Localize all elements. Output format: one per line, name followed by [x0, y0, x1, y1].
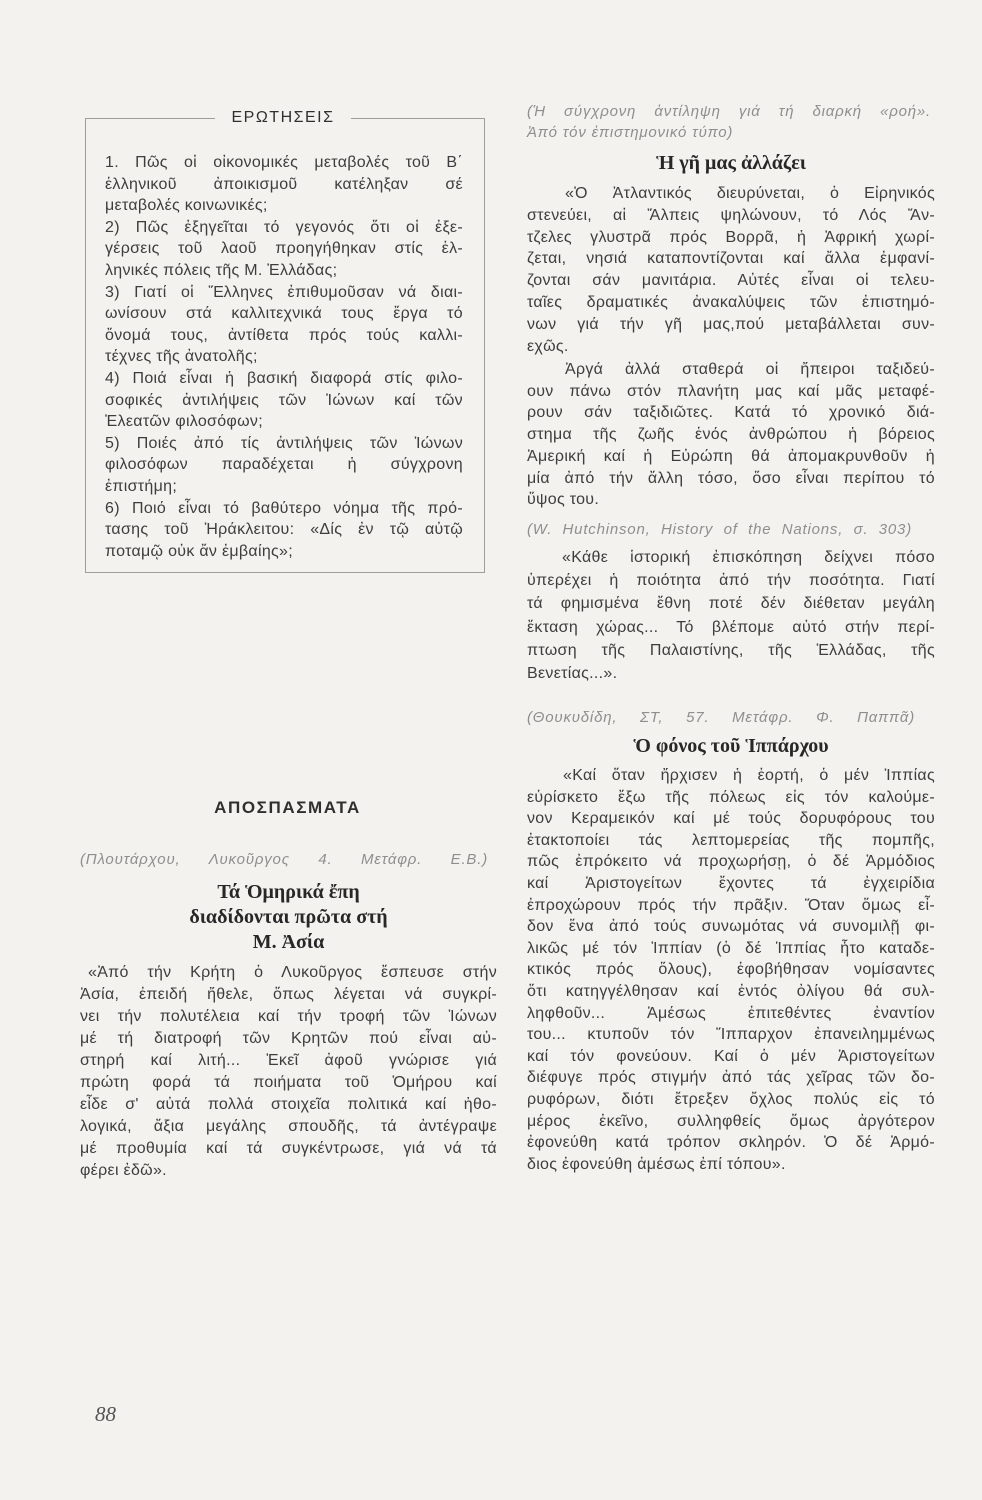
questions-heading: ΕΡΩΤΗΣΕΙΣ [215, 108, 351, 128]
text-line: ἐπροχώρουν πρός τήν πρᾶξιν. Ὅταν ὅμως εἶ- [527, 896, 935, 914]
text-line: εὑρίσκετο ἔξω τῆς πόλεως εἰς τόν καλούμε- [527, 788, 935, 806]
text-line: κτικός πρός ὅλους), ἐφοβήθησαν νομίσαντες [527, 961, 935, 979]
text-line: «Καί ὅταν ἤρχισεν ἡ ἑορτή, ὁ μέν Ἱππίας [563, 767, 935, 784]
page-number: 88 [95, 1402, 116, 1426]
hipparchus-source-citation: (Θουκυδίδη, ΣΤ, 57. Μετάφρ. Φ. Παππᾶ) [527, 709, 915, 726]
text-line: ζονται σάν μανιτάρια. Αὐτές εἶναι οἱ τελευ- [527, 272, 935, 290]
lycurgus-paragraph [80, 962, 497, 1182]
question-line: 5) Ποιές ἀπό τίς ἀντιλήψεις τῶν Ἰώνων [105, 434, 463, 452]
title-line: διαδίδονται πρῶτα στή [189, 906, 388, 928]
text-line: ταῖες δραματικές ἀνακαλύψεις τῶν ἐπιστημό- [527, 293, 935, 311]
questions-list [105, 152, 463, 562]
text-line: ἔκταση χώρας... Τό βλέπομε αὐτό στήν περί- [527, 618, 935, 636]
question-line: σοφικές ἀντιλήψεις τῶν Ἰώνων καί τῶν [105, 391, 463, 409]
text-line: στενεύει, αἱ Ἄλπεις ψηλώνουν, τό Λός Ἄν- [527, 206, 935, 224]
text-line: νον Κεραμεικόν καί μέ τούς δορυφόρους του [527, 810, 935, 828]
question-line: 4) Ποιά εἶναι ἡ βασική διαφορά στίς φιλο- [105, 369, 463, 387]
question-line: ὄνομά τους, ἀντίθετα πρός τούς καλλι- [105, 326, 463, 344]
hipparchus-paragraph [527, 765, 935, 1175]
citation-line: Ἀπό τόν ἐπιστημονικό τύπο) [527, 124, 734, 141]
question-line: ἑλληνικοῦ ἀποικισμοῦ κατέληξαν σέ [105, 175, 463, 193]
question-line: τέχνες τῆς ἀνατολῆς; [105, 348, 258, 366]
question-line: 6) Ποιό εἶναι τό βαθύτερο νόημα τῆς πρό- [105, 499, 463, 517]
question-line: 1. Πῶς οἱ οἰκονομικές μεταβολές τοῦ Β΄ [105, 154, 463, 171]
question-line: ληνικές πόλεις τῆς Μ. Ἑλλάδας; [105, 261, 338, 279]
text-line: στηρή καί λιτή... Ἐκεῖ ἀφοῦ γνώρισε γιά [80, 1052, 497, 1069]
question-line: ποταμῷ οὐκ ἄν ἐμβαίης»; [105, 542, 293, 560]
hutchinson-source-citation: (W. Hutchinson, History of the Nations, σ. 303) [527, 521, 912, 538]
earth-source-citation [527, 101, 931, 143]
question-line: μεταβολές κοινωνικές; [105, 197, 268, 215]
text-line: διος ἐφονεύθη ἀμέσως ἐπί τόπου». [527, 1155, 786, 1173]
text-line: ουν πάνω στόν πλανήτη μας καί μᾶς μεταφέ- [527, 382, 935, 400]
hipparchus-title: Ὁ φόνος τοῦ Ἱππάρχου [633, 735, 829, 757]
text-line: του... κτυποῦν τόν Ἵππαρχον ἐπανειλημμένως [527, 1026, 935, 1044]
text-line: ὅτι κατηγγέλθησαν καί ἐντός ὀλίγου θά συλ- [527, 982, 935, 1000]
text-line: λικῶς μέ τόν Ἱππίαν (ὁ δέ Ἱππίας ἦτο καταδε- [527, 939, 935, 957]
text-line: στημα τῆς ζωῆς ἑνός ἀνθρώπου ἡ βόρειος [527, 426, 935, 444]
text-line: δον ἕνα ἀπό τούς συνωμότας νά συνομιλῇ φι- [527, 918, 935, 936]
earth-paragraph-1 [527, 183, 935, 357]
text-line: εἶδε σ' αὐτά πολλά στοιχεῖα πολιτικά καί ἠθο- [80, 1096, 497, 1113]
question-item [105, 433, 463, 498]
text-line: ἐφονεύθη κατά τρόπον σκληρόν. Ὁ δέ Ἁρμό- [527, 1134, 935, 1152]
citation-line: (Ἡ σύγχρονη ἀντίληψη γιά τή διαρκή «ροή». [527, 103, 931, 120]
text-line: ὑπερέχει ἡ ποιότητα ἀπό τήν ποσότητα. Γιατί [527, 572, 935, 590]
question-item [105, 152, 463, 217]
text-line: νει τήν πολυτέλεια καί τήν τροφή τῶν Ἰώνων [80, 1008, 497, 1025]
question-line: 3) Γιατί οἱ Ἕλληνες ἐπιθυμοῦσαν νά διαι- [105, 283, 463, 301]
lycurgus-title [80, 880, 497, 955]
text-line: μέρος ἐκεῖνο, συλληφθείς ὅμως ἀργότερον [527, 1112, 935, 1130]
earth-title: Ἡ γῆ μας ἀλλάζει [656, 152, 806, 174]
earth-paragraph-2 [527, 359, 935, 511]
text-line: «Κάθε ἱστορική ἐπισκόπηση δείχνει πόσο [562, 549, 935, 566]
text-line: ρυφόρων, διότι ἔτρεξεν ὄχλος πολύς εἰς τό [527, 1090, 935, 1108]
text-line: καί τόν φονεύουν. Καί ὁ μέν Ἀριστογείτων [527, 1047, 935, 1065]
text-line: ρουν σάν ταξιδιῶτες. Κατά τό χρονικό διά- [527, 404, 935, 422]
question-line: γέρσεις τοῦ λαοῦ προηγήθηκαν στίς ἑλ- [105, 240, 463, 258]
question-line: 2) Πῶς ἐξηγεῖται τό γεγονός ὅτι οἱ ἐξε- [105, 218, 463, 236]
text-line: πτωση τῆς Παλαιστίνης, τῆς Ἑλλάδας, τῆς [527, 641, 935, 659]
title-line: Τά Ὁμηρικά ἔπη [217, 881, 360, 903]
question-line: ωνίσουν στά καλλιτεχνικά τους ἔργα τό [105, 305, 463, 323]
hutchinson-paragraph [527, 546, 935, 685]
text-line: Ἀργά ἀλλά σταθερά οἱ ἤπειροι ταξιδεύ- [565, 361, 935, 378]
question-line: Ἐλεατῶν φιλοσόφων; [105, 413, 263, 431]
question-line: ἐπιστήμη; [105, 477, 178, 495]
text-line: πῶς ἐπρόκειτο νά προχωρήσῃ, ὁ δέ Ἁρμόδιος [527, 853, 935, 871]
question-item [105, 282, 463, 368]
text-line: τά φημισμένα ἔθνη ποτέ δέν διέθεταν μεγάλη [527, 595, 935, 613]
text-line: διέφυγε πρός στιγμήν ἀπό τάς χεῖρας τῶν δο- [527, 1069, 935, 1087]
text-line: μέ προθυμία καί τά συγκέντρωσε, γιά νά τά [80, 1140, 497, 1157]
text-line: Ἀσία, ἐπειδή ἤθελε, ὅπως λέγεται νά συγκρί- [80, 986, 497, 1003]
text-line: «Ὁ Ἀτλαντικός διευρύνεται, ὁ Εἰρηνικός [565, 185, 935, 202]
text-line: νων γιά τήν γῆ μας,πού μεταβάλλεται συν- [527, 315, 935, 333]
text-line: ὕψος του. [527, 491, 600, 509]
excerpts-heading: ΑΠΟΣΠΑΣΜΑΤΑ [214, 798, 361, 817]
question-line: φιλοσόφων παραδέχεται ἡ σύγχρονη [105, 456, 463, 474]
title-line: Μ. Ἀσία [252, 931, 325, 953]
question-item [105, 498, 463, 563]
question-item [105, 217, 463, 282]
text-line: ἐτακτοποίει τάς λεπτομερείας τῆς πομπῆς, [527, 831, 935, 849]
text-line: φέρει ἐδῶ». [80, 1162, 167, 1179]
text-line: πρώτη φορά τά ποιήματα τοῦ Ὁμήρου καί [80, 1074, 497, 1091]
text-line: μία ἀπό τήν ἄλλη τόσο, ὅσο εἶναι περίπου τό [527, 469, 935, 487]
text-line: ληφθοῦν... Ἀμέσως ἐπιτεθέντες ἐναντίον [527, 1004, 935, 1022]
text-line: «Ἀπό τήν Κρήτη ὁ Λυκοῦργος ἔσπευσε στήν [88, 964, 497, 981]
text-line: τζελες γλυστρᾶ πρός Βορρᾶ, ἡ Ἀφρική χωρί- [527, 228, 935, 246]
text-line: Βενετίας...». [527, 665, 618, 683]
text-line: εχῶς. [527, 337, 569, 355]
text-line: καί Ἀριστογείτων ἔχοντες τά ἐγχειρίδια [527, 874, 935, 892]
text-line: λογικά, ἄξια μεγάλης σπουδῆς, τά ἀντέγραψε [80, 1118, 497, 1135]
question-line: τασης τοῦ Ἡράκλειτου: «Δίς ἐν τῷ αὐτῷ [105, 521, 463, 539]
text-line: ζεται, νησιά καταποντίζονται καί ἄλλα ἐμφανί- [527, 250, 935, 268]
lycurgus-source-citation: (Πλουτάρχου, Λυκοῦργος 4. Μετάφρ. Ε.Β.) [80, 851, 488, 868]
text-line: Ἀμερική καί ἡ Εὐρώπη θά ἀπομακρυνθοῦν ἡ [527, 447, 935, 465]
text-line: μέ τή διατροφή τῶν Κρητῶν πού εἶναι αὐ- [80, 1030, 497, 1047]
question-item [105, 368, 463, 433]
